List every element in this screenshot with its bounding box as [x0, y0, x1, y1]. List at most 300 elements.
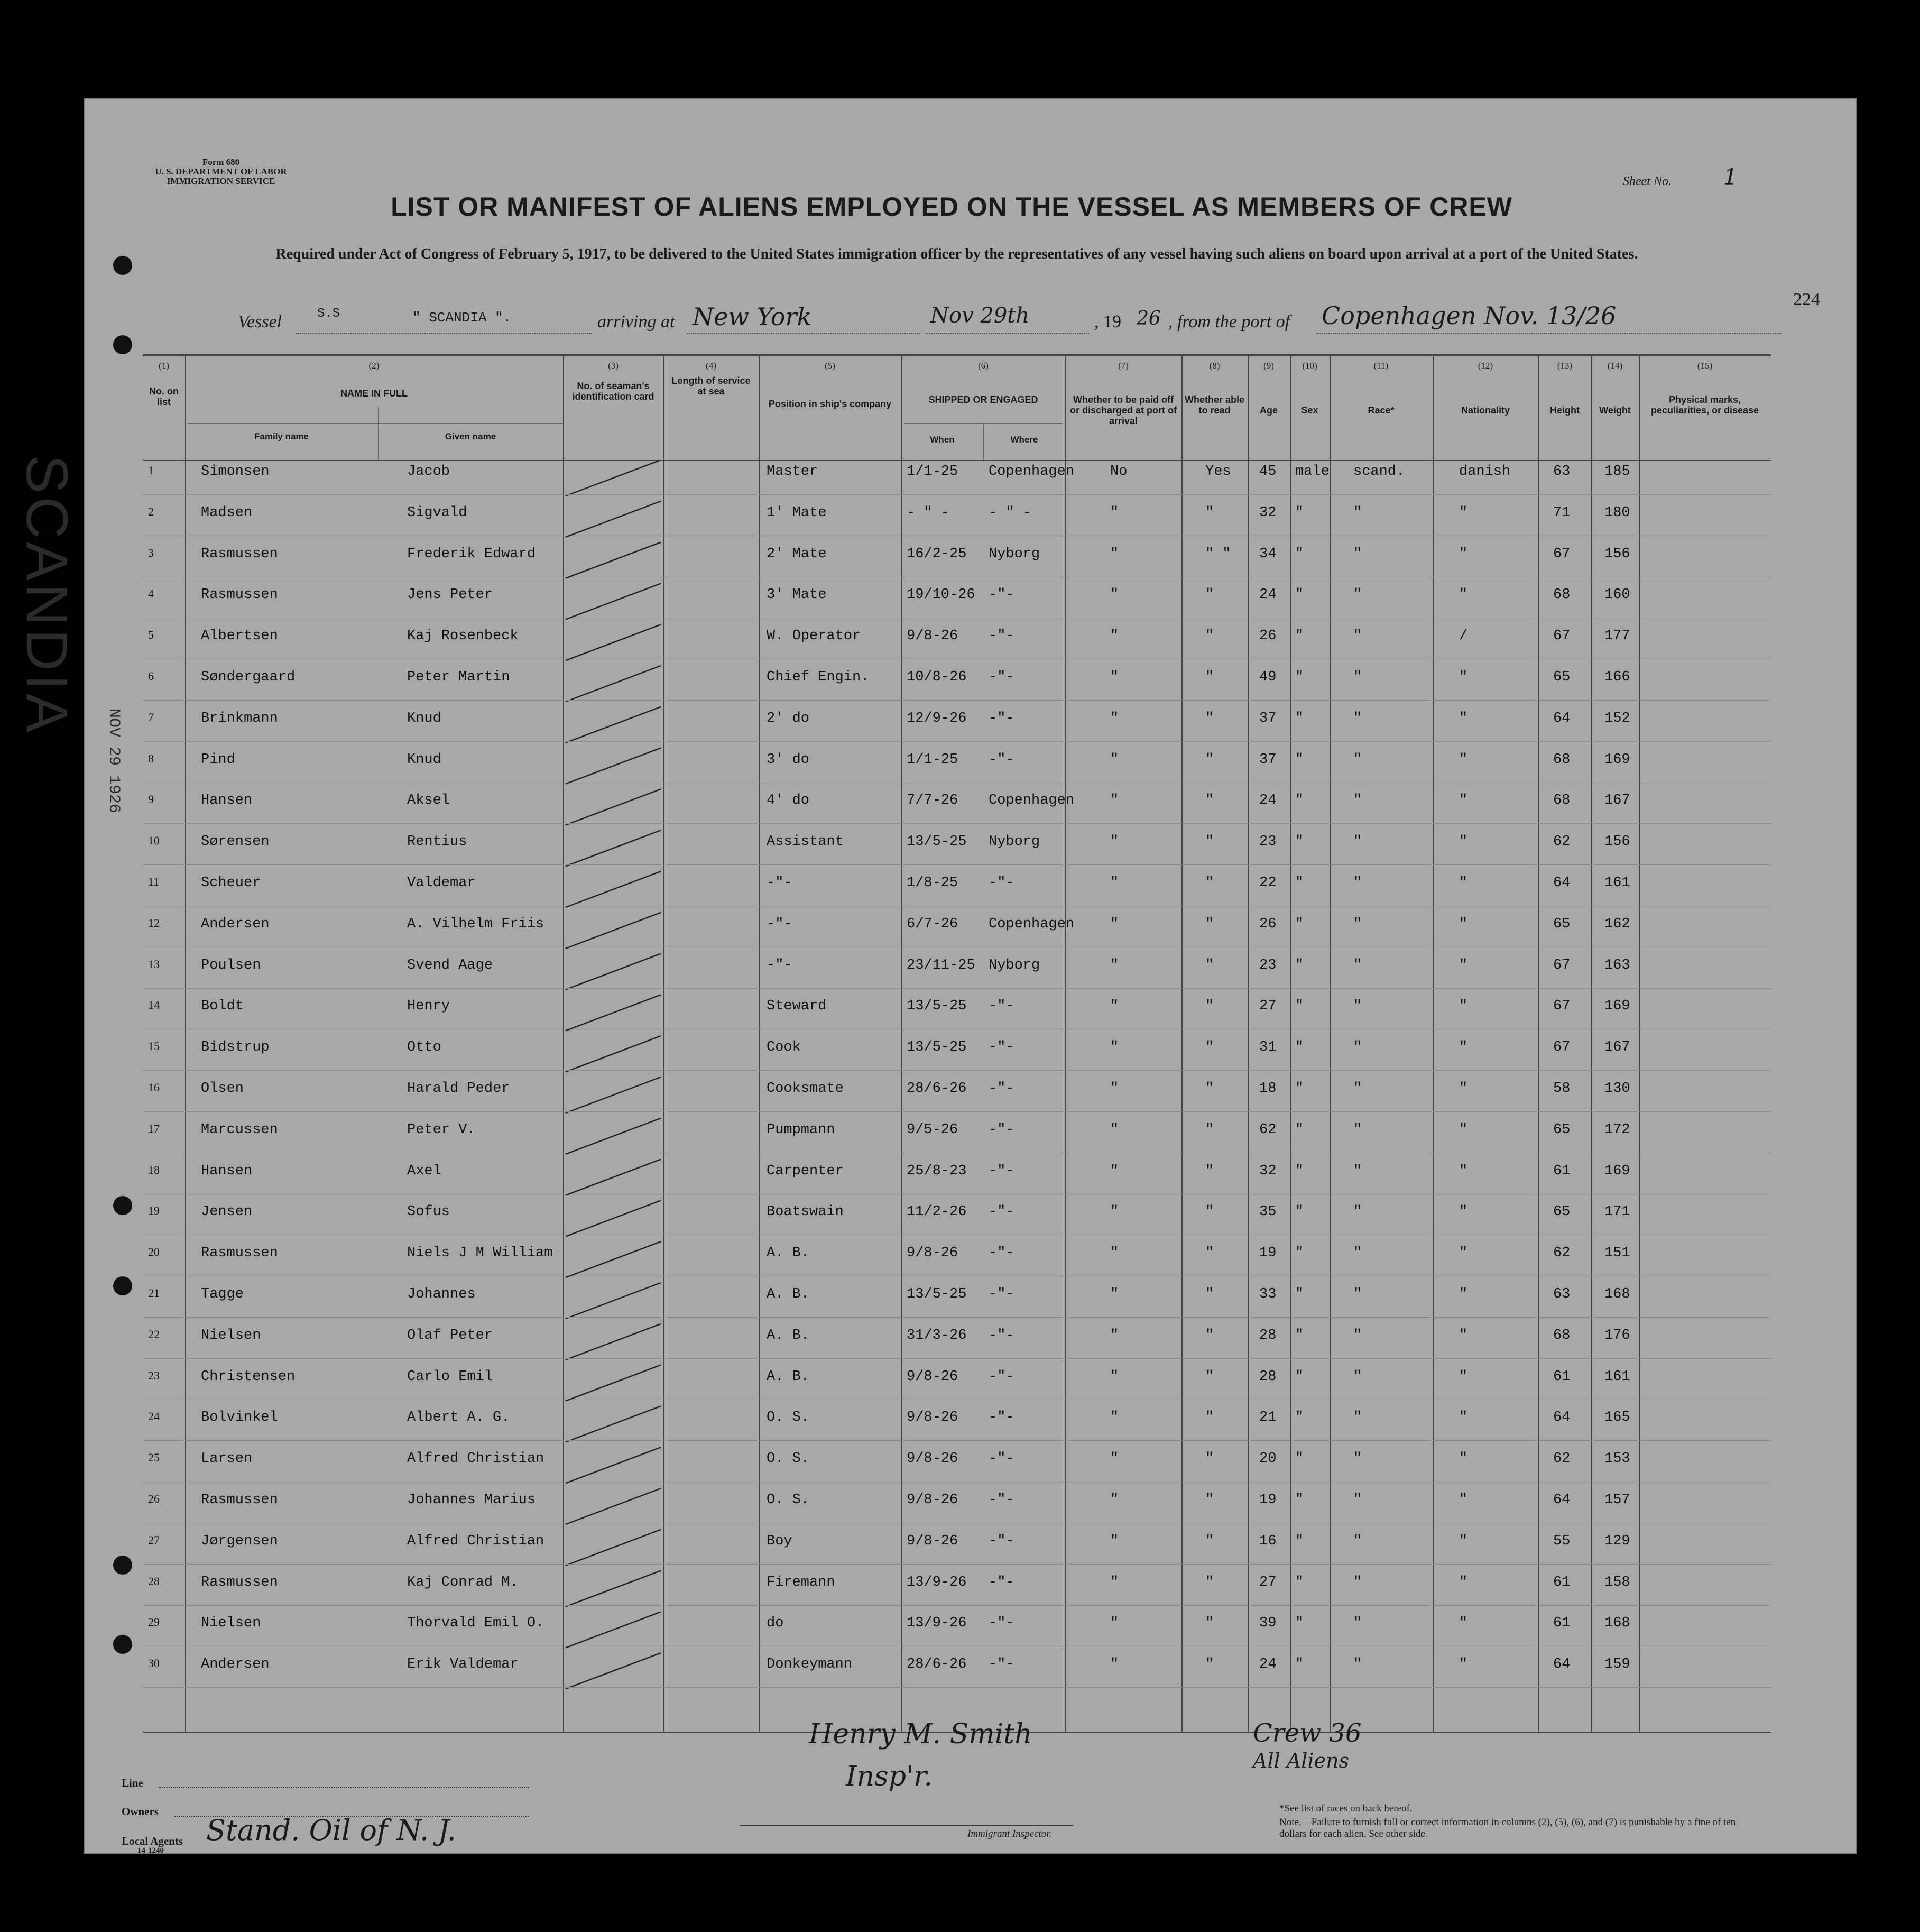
- cell-given-name: Svend Aage: [407, 957, 493, 973]
- cell-shipped-when: 1/8-25: [907, 875, 958, 891]
- cell-position: Pumpmann: [767, 1121, 835, 1138]
- header-family-name: Family name: [254, 431, 309, 441]
- cell-weight: 156: [1604, 834, 1630, 850]
- cell-row-number: 19: [148, 1204, 160, 1218]
- row-rule: [143, 1440, 1771, 1441]
- cell-height: 67: [1553, 546, 1571, 562]
- colnum-4: (4): [706, 361, 716, 371]
- row-rule: [143, 1564, 1771, 1565]
- inspector-label: Immigrant Inspector.: [967, 1828, 1052, 1839]
- cell-height: 62: [1553, 834, 1571, 850]
- cell-nationality: ": [1459, 1492, 1468, 1508]
- cell-nationality: ": [1459, 504, 1468, 521]
- cell-age: 28: [1259, 1327, 1277, 1344]
- cell-shipped-where: - " -: [989, 504, 1032, 521]
- cell-sex: ": [1295, 1163, 1304, 1179]
- cell-row-number: 27: [148, 1533, 160, 1547]
- cell-shipped-when: 13/5-25: [907, 1039, 967, 1056]
- cell-family-name: Nielsen: [201, 1615, 261, 1632]
- cell-nationality: ": [1459, 793, 1468, 809]
- crew-count-note: Crew 36: [1253, 1718, 1362, 1748]
- cell-given-name: Sigvald: [407, 504, 467, 521]
- cell-shipped-when: 16/2-25: [907, 546, 967, 562]
- cell-nationality: ": [1459, 916, 1468, 932]
- cell-given-name: Aksel: [407, 793, 450, 809]
- cell-row-number: 28: [148, 1574, 160, 1588]
- cell-nationality: ": [1459, 1039, 1468, 1056]
- page-number: 224: [1793, 290, 1820, 309]
- cell-age: 19: [1259, 1245, 1277, 1262]
- cell-weight: 152: [1604, 710, 1630, 726]
- cell-race: ": [1353, 751, 1362, 768]
- inspector-line: [740, 1825, 1073, 1826]
- inspector-title-handwritten: Insp'r.: [846, 1761, 933, 1792]
- cell-paid-off: ": [1110, 998, 1119, 1015]
- cell-age: 19: [1259, 1492, 1277, 1508]
- cell-sex: ": [1295, 793, 1304, 809]
- inspector-signature: Henry M. Smith: [809, 1718, 1032, 1750]
- cell-height: 67: [1553, 957, 1571, 973]
- cell-nationality: ": [1459, 1451, 1468, 1467]
- cell-weight: 157: [1604, 1492, 1630, 1508]
- cell-able-to-read: ": [1205, 998, 1214, 1015]
- cell-able-to-read: ": [1205, 1039, 1214, 1056]
- cell-shipped-where: Copenhagen: [989, 793, 1075, 809]
- cell-sex: ": [1295, 1615, 1304, 1632]
- cell-race: ": [1353, 628, 1362, 645]
- cell-race: ": [1353, 916, 1362, 932]
- cell-age: 33: [1259, 1286, 1277, 1302]
- cell-sex: ": [1295, 587, 1304, 603]
- cell-given-name: Harald Peder: [407, 1081, 510, 1097]
- cell-sex: male: [1295, 464, 1330, 480]
- cell-paid-off: ": [1110, 1327, 1119, 1344]
- cell-given-name: Knud: [407, 710, 441, 726]
- cell-sex: ": [1295, 875, 1304, 891]
- cell-paid-off: ": [1110, 710, 1119, 726]
- cell-sex: ": [1295, 1121, 1304, 1138]
- cell-able-to-read: ": [1205, 1451, 1214, 1467]
- row-rule: [143, 1317, 1771, 1318]
- cell-given-name: Albert A. G.: [407, 1410, 510, 1426]
- cell-race: ": [1353, 710, 1362, 726]
- cell-row-number: 24: [148, 1410, 160, 1423]
- cell-given-name: Axel: [407, 1163, 441, 1179]
- header-able-read: Whether able to read: [1184, 394, 1245, 416]
- cell-given-name: Niels J M William: [407, 1245, 553, 1262]
- cell-height: 64: [1553, 875, 1571, 891]
- cell-family-name: Albertsen: [201, 628, 278, 645]
- cell-shipped-when: 13/5-25: [907, 834, 967, 850]
- cell-shipped-when: 11/2-26: [907, 1204, 967, 1220]
- cell-row-number: 21: [148, 1286, 160, 1300]
- cell-shipped-when: 6/7-26: [907, 916, 958, 932]
- cell-row-number: 17: [148, 1121, 160, 1135]
- cell-shipped-where: -"-: [989, 1574, 1014, 1590]
- colnum-11: (11): [1373, 361, 1389, 371]
- cell-paid-off: ": [1110, 1492, 1119, 1508]
- cell-paid-off: ": [1110, 628, 1119, 645]
- punch-hole: [113, 335, 132, 354]
- row-rule: [143, 864, 1771, 865]
- cell-shipped-when: 9/8-26: [907, 1368, 958, 1385]
- colnum-9: (9): [1263, 361, 1274, 371]
- cell-position: Cook: [767, 1039, 801, 1056]
- cell-nationality: ": [1459, 834, 1468, 850]
- cell-shipped-where: -"-: [989, 1533, 1014, 1549]
- cell-position: 3' do: [767, 751, 810, 768]
- cell-position: 3' Mate: [767, 587, 827, 603]
- colnum-13: (13): [1557, 361, 1573, 371]
- cell-nationality: ": [1459, 957, 1468, 973]
- cell-shipped-when: 9/8-26: [907, 1245, 958, 1262]
- cell-weight: 161: [1604, 1368, 1630, 1385]
- cell-shipped-when: 28/6-26: [907, 1081, 967, 1097]
- cell-position: -"-: [767, 916, 792, 932]
- cell-paid-off: ": [1110, 1533, 1119, 1549]
- cell-age: 26: [1259, 916, 1277, 932]
- cell-height: 64: [1553, 1492, 1571, 1508]
- cell-paid-off: ": [1110, 1121, 1119, 1138]
- cell-position: 2' do: [767, 710, 810, 726]
- cell-family-name: Boldt: [201, 998, 244, 1015]
- colnum-1: (1): [159, 361, 169, 371]
- cell-position: O. S.: [767, 1410, 810, 1426]
- cell-shipped-where: Nyborg: [989, 834, 1040, 850]
- cell-given-name: Alfred Christian: [407, 1451, 544, 1467]
- from-label: , from the port of: [1168, 312, 1290, 332]
- cell-height: 61: [1553, 1368, 1571, 1385]
- page-subtitle: Required under Act of Congress of February 5, 1917, to be delivered to the United States immigration officer by the representatives of any vessel having such aliens on board upon arrival at a port of the United States.: [275, 246, 1638, 262]
- row-rule: [143, 1070, 1771, 1071]
- cell-row-number: 12: [148, 916, 160, 930]
- cell-given-name: Thorvald Emil O.: [407, 1615, 544, 1632]
- cell-family-name: Pind: [201, 751, 235, 768]
- cell-height: 65: [1553, 669, 1571, 685]
- cell-shipped-where: -"-: [989, 1451, 1014, 1467]
- cell-height: 62: [1553, 1245, 1571, 1262]
- races-note: *See list of races on back hereof.: [1279, 1803, 1413, 1814]
- cell-age: 35: [1259, 1204, 1277, 1220]
- cell-age: 45: [1259, 464, 1277, 480]
- cell-nationality: ": [1459, 587, 1468, 603]
- row-rule: [143, 823, 1771, 824]
- cell-age: 34: [1259, 546, 1277, 562]
- cell-able-to-read: ": [1205, 1533, 1214, 1549]
- cell-position: A. B.: [767, 1327, 810, 1344]
- cell-shipped-when: - " -: [907, 504, 950, 521]
- cell-weight: 169: [1604, 1163, 1630, 1179]
- cell-shipped-when: 9/8-26: [907, 1451, 958, 1467]
- cell-age: 32: [1259, 504, 1277, 521]
- cell-shipped-when: 13/5-25: [907, 1286, 967, 1302]
- cell-weight: 176: [1604, 1327, 1630, 1344]
- cell-given-name: Frederik Edward: [407, 546, 536, 562]
- cell-weight: 180: [1604, 504, 1630, 521]
- cell-family-name: Nielsen: [201, 1327, 261, 1344]
- cell-given-name: Knud: [407, 751, 441, 768]
- cell-sex: ": [1295, 1039, 1304, 1056]
- cell-shipped-where: -"-: [989, 587, 1014, 603]
- cell-able-to-read: ": [1205, 1615, 1214, 1632]
- row-rule: [143, 1111, 1771, 1112]
- cell-race: ": [1353, 1451, 1362, 1467]
- cell-race: ": [1353, 546, 1362, 562]
- cell-able-to-read: ": [1205, 1657, 1214, 1673]
- cell-position: A. B.: [767, 1368, 810, 1385]
- cell-height: 64: [1553, 1657, 1571, 1673]
- cell-row-number: 15: [148, 1039, 160, 1053]
- cell-race: ": [1353, 998, 1362, 1015]
- cell-shipped-when: 10/8-26: [907, 669, 967, 685]
- cell-shipped-where: -"-: [989, 1204, 1014, 1220]
- cell-row-number: 5: [148, 628, 154, 642]
- cell-row-number: 29: [148, 1615, 160, 1629]
- cell-nationality: ": [1459, 1327, 1468, 1344]
- cell-race: ": [1353, 875, 1362, 891]
- cell-shipped-when: 9/8-26: [907, 1492, 958, 1508]
- cell-nationality: danish: [1459, 464, 1511, 480]
- cell-race: ": [1353, 1574, 1362, 1590]
- form-code: 14-1240: [137, 1846, 164, 1855]
- cell-shipped-when: 9/5-26: [907, 1121, 958, 1138]
- cell-sex: ": [1295, 669, 1304, 685]
- row-rule: [143, 741, 1771, 742]
- cell-sex: ": [1295, 628, 1304, 645]
- cell-nationality: ": [1459, 1081, 1468, 1097]
- cell-given-name: Kaj Conrad M.: [407, 1574, 519, 1590]
- local-agents-signature: Stand. Oil of N. J.: [206, 1814, 456, 1847]
- cell-given-name: Johannes Marius: [407, 1492, 536, 1508]
- cell-sex: ": [1295, 916, 1304, 932]
- cell-paid-off: ": [1110, 751, 1119, 768]
- cell-shipped-where: -"-: [989, 998, 1014, 1015]
- cell-race: ": [1353, 793, 1362, 809]
- cell-given-name: Valdemar: [407, 875, 476, 891]
- cell-weight: 159: [1604, 1657, 1630, 1673]
- cell-paid-off: ": [1110, 1615, 1119, 1632]
- cell-height: 67: [1553, 628, 1571, 645]
- cell-row-number: 13: [148, 957, 160, 971]
- cell-given-name: Peter V.: [407, 1121, 476, 1138]
- cell-age: 27: [1259, 1574, 1277, 1590]
- cell-height: 63: [1553, 464, 1571, 480]
- cell-shipped-where: -"-: [989, 669, 1014, 685]
- cell-given-name: Otto: [407, 1039, 441, 1056]
- cell-height: 63: [1553, 1286, 1571, 1302]
- cell-height: 67: [1553, 1039, 1571, 1056]
- colnum-15: (15): [1697, 361, 1713, 371]
- cell-row-number: 14: [148, 998, 160, 1012]
- cell-race: ": [1353, 1286, 1362, 1302]
- cell-able-to-read: ": [1205, 1245, 1214, 1262]
- cell-paid-off: ": [1110, 504, 1119, 521]
- row-rule: [143, 1358, 1771, 1359]
- cell-sex: ": [1295, 546, 1304, 562]
- cell-shipped-where: -"-: [989, 1327, 1014, 1344]
- cell-race: ": [1353, 1121, 1362, 1138]
- cell-shipped-when: 31/3-26: [907, 1327, 967, 1344]
- cell-age: 16: [1259, 1533, 1277, 1549]
- cell-family-name: Jensen: [201, 1204, 253, 1220]
- cell-shipped-where: -"-: [989, 1368, 1014, 1385]
- department-name: U. S. DEPARTMENT OF LABOR: [155, 167, 287, 177]
- cell-height: 68: [1553, 751, 1571, 768]
- cell-weight: 156: [1604, 546, 1630, 562]
- row-rule: [143, 1687, 1771, 1688]
- header-physical-marks: Physical marks, peculiarities, or disease: [1650, 394, 1759, 416]
- cell-age: 37: [1259, 751, 1277, 768]
- cell-nationality: /: [1459, 628, 1468, 645]
- cell-race: ": [1353, 1368, 1362, 1385]
- cell-height: 65: [1553, 916, 1571, 932]
- form-number: Form 680: [202, 157, 240, 167]
- colnum-5: (5): [825, 361, 835, 371]
- cell-paid-off: ": [1110, 1245, 1119, 1262]
- cell-weight: 165: [1604, 1410, 1630, 1426]
- colnum-14: (14): [1607, 361, 1623, 371]
- cell-position: 2' Mate: [767, 546, 827, 562]
- scandia-stamp: SCANDIA: [14, 455, 79, 735]
- line-underline: [159, 1787, 529, 1788]
- cell-age: 21: [1259, 1410, 1277, 1426]
- cell-shipped-where: Copenhagen: [989, 464, 1075, 480]
- cell-nationality: ": [1459, 875, 1468, 891]
- arriving-date: Nov 29th: [930, 303, 1030, 328]
- cell-position: 1' Mate: [767, 504, 827, 521]
- agents-label: Local Agents: [122, 1835, 183, 1847]
- cell-shipped-when: 13/9-26: [907, 1615, 967, 1632]
- cell-given-name: Peter Martin: [407, 669, 510, 685]
- vessel-line: [238, 301, 1797, 338]
- cell-shipped-when: 9/8-26: [907, 1533, 958, 1549]
- cell-height: 64: [1553, 1410, 1571, 1426]
- cell-nationality: ": [1459, 1533, 1468, 1549]
- cell-position: Master: [767, 464, 818, 480]
- year-value: 26: [1137, 308, 1161, 329]
- cell-nationality: ": [1459, 710, 1468, 726]
- cell-weight: 167: [1604, 1039, 1630, 1056]
- all-aliens-note: All Aliens: [1253, 1749, 1350, 1772]
- cell-shipped-where: -"-: [989, 1121, 1014, 1138]
- header-nationality: Nationality: [1461, 405, 1510, 416]
- cell-paid-off: ": [1110, 1163, 1119, 1179]
- cell-family-name: Rasmussen: [201, 1245, 278, 1262]
- cell-age: 62: [1259, 1121, 1277, 1138]
- colnum-2: (2): [368, 361, 380, 371]
- header-where: Where: [1010, 435, 1038, 445]
- cell-age: 26: [1259, 628, 1277, 645]
- cell-sex: ": [1295, 710, 1304, 726]
- cell-able-to-read: ": [1205, 1492, 1214, 1508]
- header-sex: Sex: [1301, 405, 1318, 416]
- arriving-place: New York: [693, 302, 812, 331]
- header-given-name: Given name: [445, 431, 496, 441]
- cell-age: 20: [1259, 1451, 1277, 1467]
- cell-given-name: Henry: [407, 998, 450, 1015]
- vessel-type: S.S: [317, 307, 340, 321]
- cell-nationality: ": [1459, 1368, 1468, 1385]
- cell-row-number: 30: [148, 1657, 160, 1670]
- cell-paid-off: ": [1110, 1039, 1119, 1056]
- cell-height: 65: [1553, 1121, 1571, 1138]
- cell-height: 58: [1553, 1081, 1571, 1097]
- cell-shipped-where: -"-: [989, 1657, 1014, 1673]
- cell-race: ": [1353, 1615, 1362, 1632]
- header-age: Age: [1259, 405, 1278, 416]
- cell-position: Chief Engin.: [767, 669, 870, 685]
- cell-shipped-where: -"-: [989, 1286, 1014, 1302]
- cell-able-to-read: ": [1205, 587, 1214, 603]
- cell-sex: ": [1295, 1410, 1304, 1426]
- header-position: Position in ship's company: [768, 399, 892, 409]
- cell-given-name: Carlo Emil: [407, 1368, 493, 1385]
- cell-row-number: 6: [148, 669, 154, 683]
- cell-age: 28: [1259, 1368, 1277, 1385]
- cell-family-name: Andersen: [201, 916, 270, 932]
- cell-row-number: 22: [148, 1327, 160, 1341]
- cell-family-name: Simonsen: [201, 464, 270, 480]
- cell-family-name: Andersen: [201, 1657, 270, 1673]
- cell-row-number: 26: [148, 1492, 160, 1505]
- cell-sex: ": [1295, 1081, 1304, 1097]
- cell-age: 24: [1259, 1657, 1277, 1673]
- colnum-12: (12): [1478, 361, 1493, 371]
- cell-race: ": [1353, 1039, 1362, 1056]
- cell-able-to-read: ": [1205, 834, 1214, 850]
- cell-race: ": [1353, 1163, 1362, 1179]
- cell-shipped-where: -"-: [989, 1039, 1014, 1056]
- cell-family-name: Larsen: [201, 1451, 253, 1467]
- cell-sex: ": [1295, 1245, 1304, 1262]
- sheet-number: 1: [1723, 164, 1738, 190]
- penalty-note: Note.—Failure to furnish full or correct information in columns (2), (5), (6), and (7) is punishable by a fine of ten dollars for each alien. See other side.: [1279, 1817, 1736, 1839]
- cell-family-name: Bolvinkel: [201, 1410, 278, 1426]
- cell-position: W. Operator: [767, 628, 861, 645]
- cell-shipped-where: -"-: [989, 1245, 1014, 1262]
- cell-nationality: ": [1459, 546, 1468, 562]
- date-underline: [925, 333, 1089, 334]
- cell-height: 55: [1553, 1533, 1571, 1549]
- page-title: LIST OR MANIFEST OF ALIENS EMPLOYED ON THE VESSEL AS MEMBERS OF CREW: [391, 192, 1512, 222]
- colnum-7: (7): [1118, 361, 1129, 371]
- colnum-8: (8): [1209, 361, 1220, 371]
- cell-nationality: ": [1459, 1121, 1468, 1138]
- header-name-in-full: NAME IN FULL: [340, 388, 408, 399]
- cell-race: ": [1353, 1204, 1362, 1220]
- cell-age: 24: [1259, 587, 1277, 603]
- cell-age: 22: [1259, 875, 1277, 891]
- cell-nationality: ": [1459, 1245, 1468, 1262]
- cell-row-number: 10: [148, 834, 160, 848]
- cell-able-to-read: ": [1205, 1286, 1214, 1302]
- cell-age: 23: [1259, 834, 1277, 850]
- cell-race: ": [1353, 1657, 1362, 1673]
- cell-shipped-where: Nyborg: [989, 957, 1040, 973]
- port-underline: [1316, 333, 1781, 334]
- cell-position: Carpenter: [767, 1163, 844, 1179]
- cell-weight: 163: [1604, 957, 1630, 973]
- cell-row-number: 1: [148, 464, 154, 477]
- cell-position: Donkeymann: [767, 1657, 853, 1673]
- cell-race: ": [1353, 1410, 1362, 1426]
- cell-able-to-read: ": [1205, 1574, 1214, 1590]
- cell-family-name: Madsen: [201, 504, 253, 521]
- cell-paid-off: ": [1110, 916, 1119, 932]
- cell-row-number: 18: [148, 1163, 160, 1176]
- cell-family-name: Sørensen: [201, 834, 270, 850]
- cell-family-name: Brinkmann: [201, 710, 278, 726]
